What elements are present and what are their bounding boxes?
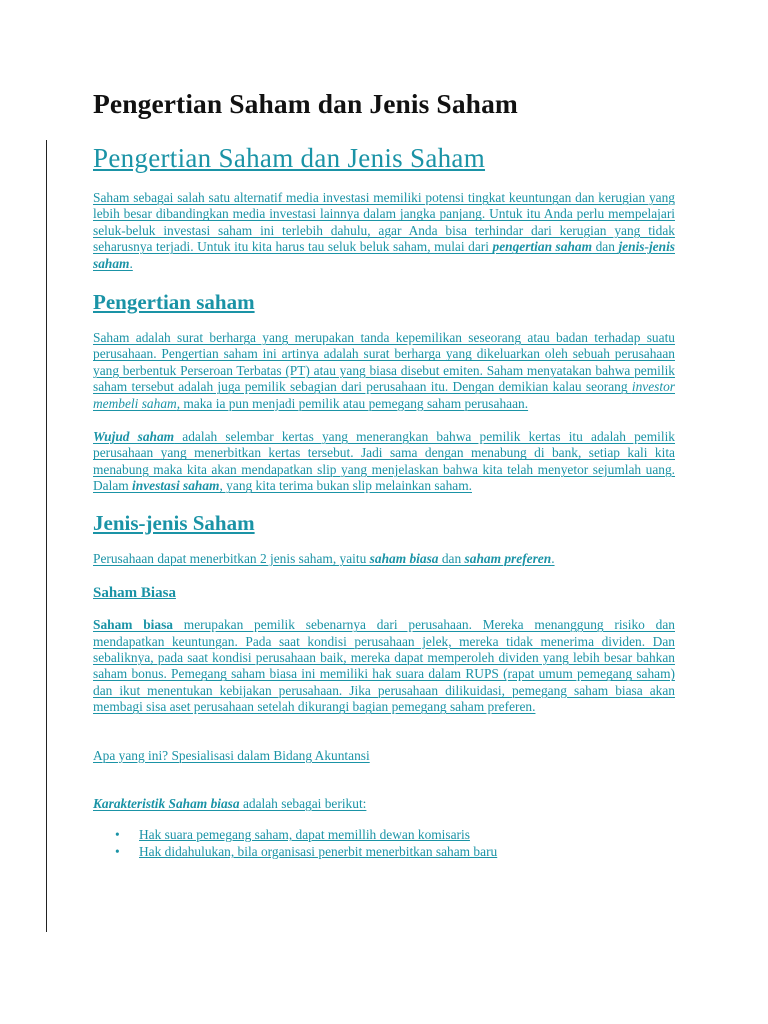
bullet-icon: •: [115, 844, 120, 860]
wujud-text-end: , yang kita terima bukan slip melainkan saham.: [219, 478, 472, 494]
intro-text-end: .: [129, 255, 133, 271]
intro-paragraph[interactable]: [93, 190, 675, 272]
wujud-text: adalah selembar kertas yang menerangkan bahwa pemilik kertas itu adalah pemilik perusahaan yang menerbitkan kertas tersebut. Jadi sama dengan menabung di bank, setiap kali kita menabung maka kita akan mendapatkan slip yang menjelaskan bahwa kita telah menyetor sejumlah uang. Dalam: [93, 429, 676, 494]
spacer: [93, 316, 675, 330]
intro-text-mid: dan: [592, 239, 619, 255]
jenis-paragraph[interactable]: [93, 551, 675, 567]
karakteristik-paragraph[interactable]: [93, 796, 675, 812]
section-heading-jenis[interactable]: Jenis-jenis Saham: [93, 510, 255, 535]
investasi-saham-link[interactable]: investasi saham: [132, 478, 220, 494]
related-article-link[interactable]: Apa yang ini? Spesialisasi dalam Bidang Akuntansi: [93, 747, 370, 763]
list-item[interactable]: [115, 843, 675, 860]
investor-membeli-saham-link[interactable]: investor membeli saham: [93, 379, 675, 411]
spacer: [93, 716, 675, 748]
saham-biasa-link[interactable]: saham biasa: [369, 550, 439, 566]
left-margin-rule: [46, 140, 47, 932]
bullet-icon: •: [115, 827, 120, 843]
spacer: [93, 537, 675, 551]
main-heading-link[interactable]: Pengertian Saham dan Jenis Saham: [93, 143, 486, 173]
saham-preferen-link[interactable]: saham preferen: [464, 550, 552, 566]
list-item-text: Hak didahulukan, bila organisasi penerbit menerbitkan saham baru: [139, 844, 498, 860]
list-item[interactable]: [115, 826, 675, 843]
spacer: [93, 412, 675, 429]
saham-biasa-bold-link[interactable]: Saham biasa: [93, 617, 173, 633]
karakteristik-list: [93, 826, 675, 860]
spacer: [93, 495, 675, 509]
jenis-text-mid: dan: [438, 550, 465, 566]
list-item-text: Hak suara pemegang saham, dapat memillih dewan komisaris: [139, 827, 470, 843]
pengertian-text-end: , maka ia pun menjadi pemilik atau pemegang saham perusahaan.: [176, 395, 529, 411]
jenis-text: Perusahaan dapat menerbitkan 2 jenis saham, yaitu: [93, 550, 370, 566]
section-heading-saham-biasa[interactable]: Saham Biasa: [93, 585, 176, 602]
pengertian-text: Saham adalah surat berharga yang merupakan tanda kepemilikan seseorang atau badan terhadap suatu perusahaan. Pengertian saham ini artinya adalah surat berharga yang dikeluarkan oleh sebuah perusahaan yang berbentuk Perseroan Terbatas (PT) atau yang biasa disebut emiten. Saham menyatakan bahwa pemilik saham tersebut adalah juga pemilik sebagian dari perusahaan itu. Dengan demikian kalau seorang: [93, 330, 675, 395]
karakteristik-text: adalah sebagai berikut:: [239, 795, 367, 811]
spacer: [93, 764, 675, 796]
spacer: [93, 176, 675, 190]
spacer: [93, 567, 675, 583]
jenis-saham-link[interactable]: jenis-jenis saham: [93, 239, 675, 271]
pengertian-paragraph[interactable]: [93, 330, 675, 412]
saham-biasa-text: merupakan pemilik sebenarnya dari perusahaan. Mereka menanggung risiko dan mendapatkan keuntungan. Pada saat kondisi perusahaan jelek, mereka tidak menerima dividen. Dan sebaliknya, pada saat kondisi perusahaan baik, mereka dapat memperoleh dividen yang lebih besar bahkan saham bonus. Pemegang saham biasa ini memiliki hak suara dalam RUPS (rapat umum pemegang saham) dan ikut menentukan kebijakan perusahaan. Jika perusahaan dilikuidasi, pemegang saham biasa akan membagi sisa aset perusahaan setelah dikurangi bagian pemegang saham preferen.: [93, 617, 675, 715]
pengertian-saham-link[interactable]: pengertian saham: [492, 239, 593, 255]
intro-text: Saham sebagai salah satu alternatif media investasi memiliki potensi tingkat keuntungan dan kerugian yang lebih besar dibandingkan media investasi lainnya dalam jangka panjang. Untuk itu Anda perlu mempelajari seluk-beluk investasi saham ini terlebih dahulu, agar Anda bisa terhindar dari kerugian yang tidak seharusnya terjadi. Untuk itu kita harus tau seluk beluk saham, mulai dari: [93, 190, 675, 255]
spacer: [93, 812, 675, 826]
section-heading-pengertian[interactable]: Pengertian saham: [93, 290, 255, 315]
saham-biasa-paragraph[interactable]: [93, 617, 675, 715]
spacer: [93, 603, 675, 617]
wujud-saham-paragraph[interactable]: [93, 429, 675, 495]
spacer: [93, 272, 675, 288]
karakteristik-link[interactable]: Karakteristik Saham biasa: [93, 795, 240, 811]
wujud-saham-link[interactable]: Wujud saham: [93, 429, 175, 445]
page-title: Pengertian Saham dan Jenis Saham: [93, 88, 518, 119]
document-body: [93, 140, 675, 860]
jenis-text-end: .: [551, 550, 555, 566]
